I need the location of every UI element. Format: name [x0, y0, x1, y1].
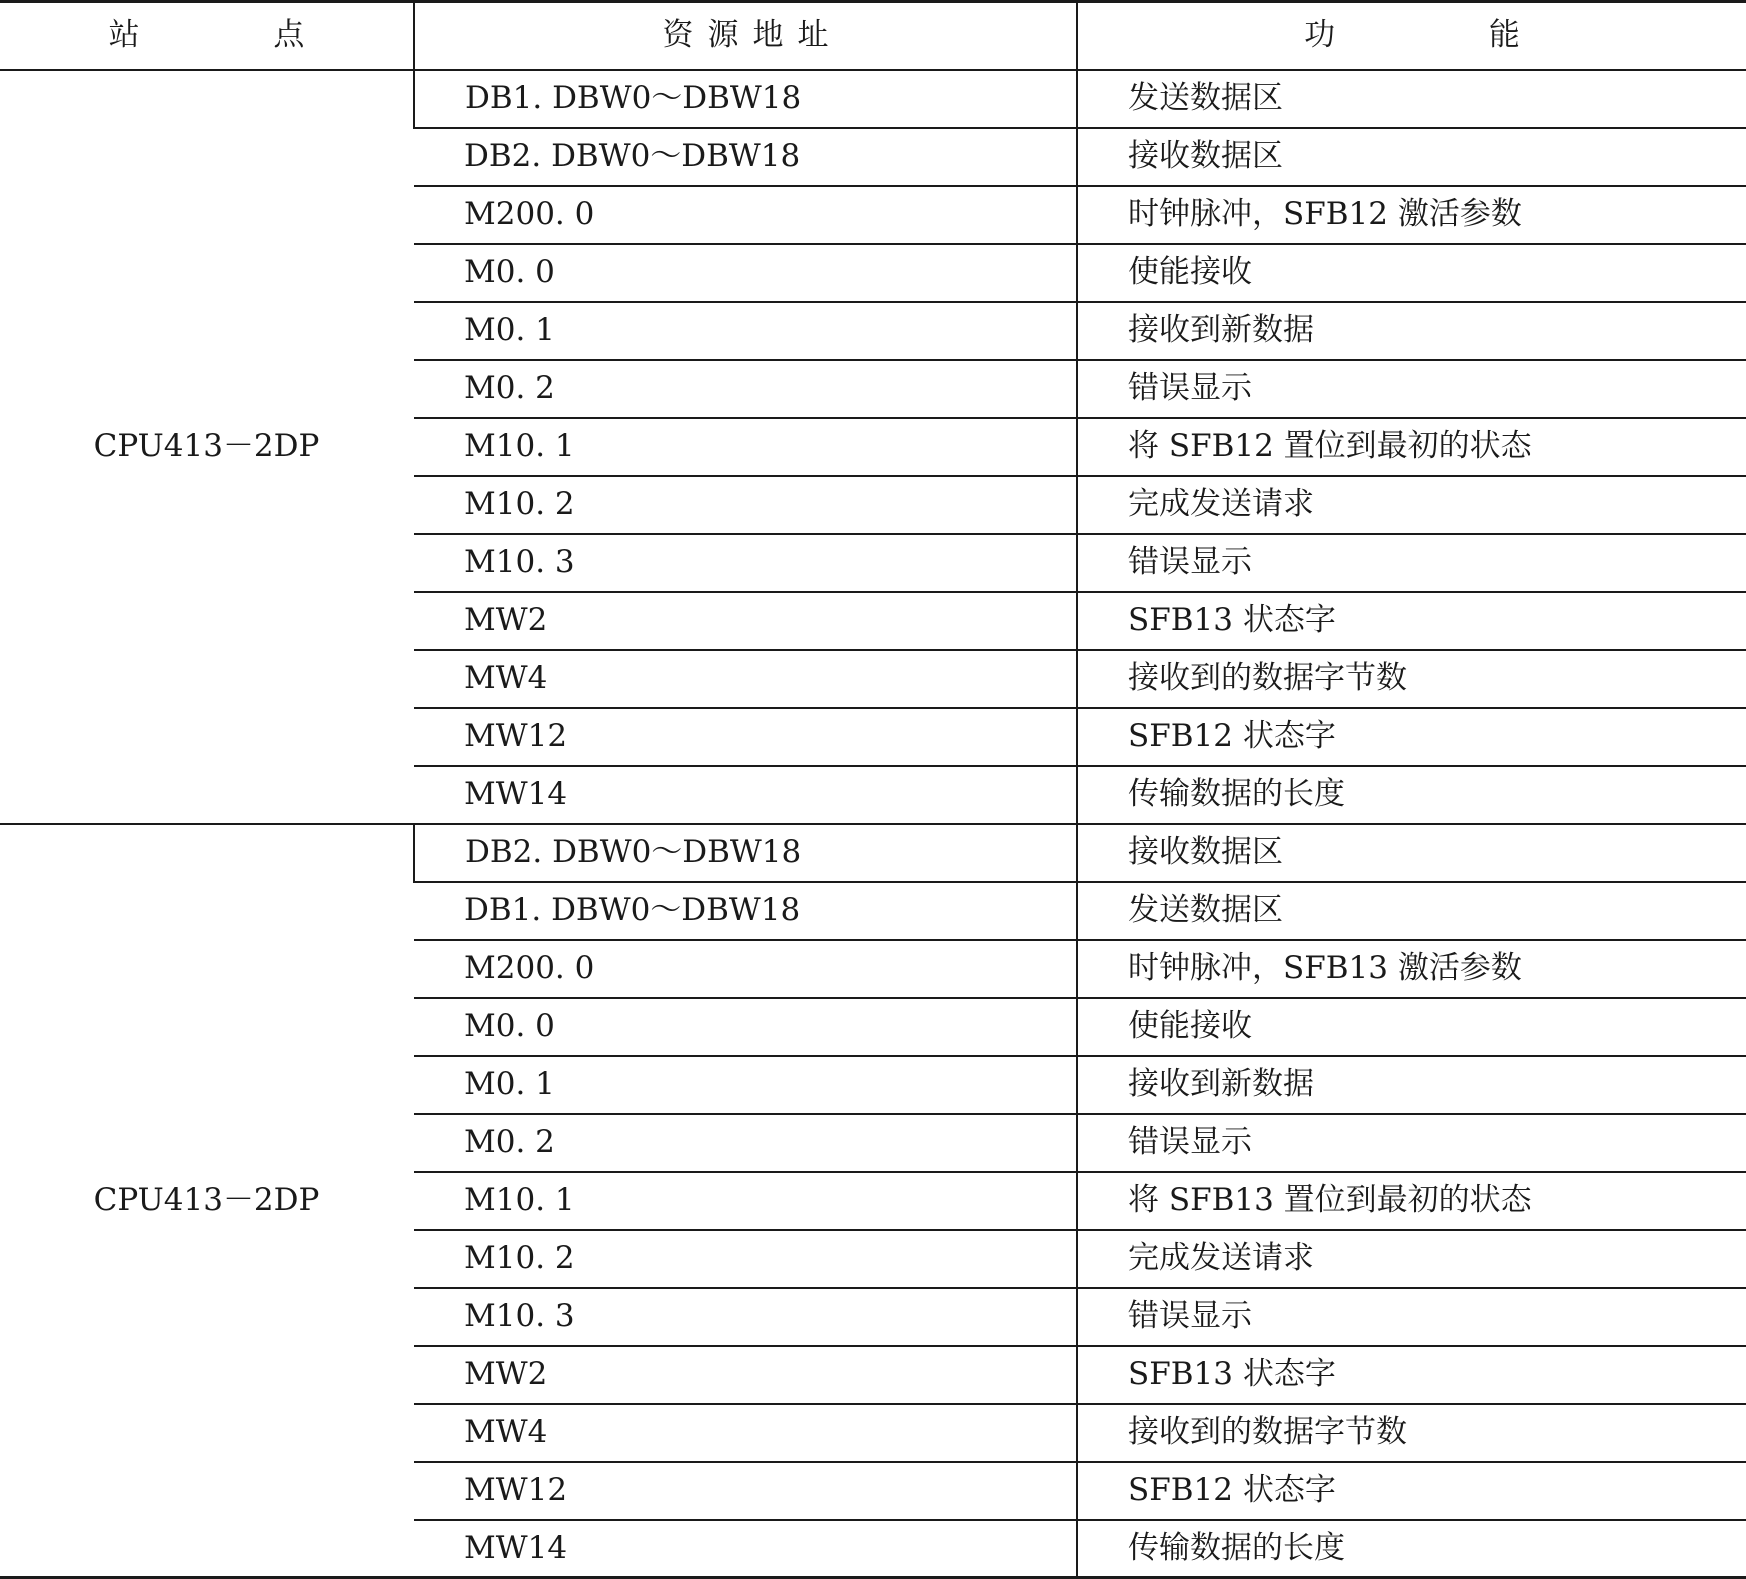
function-cell: 发送数据区 — [1077, 882, 1746, 940]
address-cell: M0. 2 — [414, 360, 1077, 418]
address-cell: MW12 — [414, 1462, 1077, 1520]
address-cell: MW14 — [414, 1520, 1077, 1578]
header-station: 站 点 — [0, 2, 414, 70]
address-cell: M200. 0 — [414, 186, 1077, 244]
table-body — [0, 70, 1746, 1578]
function-cell: 接收到的数据字节数 — [1077, 1404, 1746, 1462]
function-cell: 接收数据区 — [1077, 824, 1746, 882]
header-address: 资源地址 — [414, 2, 1077, 70]
function-cell: SFB12 状态字 — [1077, 708, 1746, 766]
address-cell: M0. 2 — [414, 1114, 1077, 1172]
table-row — [0, 70, 1746, 128]
function-cell: 完成发送请求 — [1077, 1230, 1746, 1288]
function-cell: 时钟脉冲，SFB13 激活参数 — [1077, 940, 1746, 998]
function-cell: 使能接收 — [1077, 998, 1746, 1056]
address-cell: DB2. DBW0～DBW18 — [414, 128, 1077, 186]
function-cell: SFB12 状态字 — [1077, 1462, 1746, 1520]
function-cell: SFB13 状态字 — [1077, 1346, 1746, 1404]
station-cell: CPU413－2DP — [0, 70, 414, 824]
address-cell: MW2 — [414, 592, 1077, 650]
function-cell: 接收到新数据 — [1077, 302, 1746, 360]
address-cell: M10. 2 — [414, 1230, 1077, 1288]
function-cell: 接收到的数据字节数 — [1077, 650, 1746, 708]
header-function: 功 能 — [1077, 2, 1746, 70]
function-cell: 错误显示 — [1077, 1288, 1746, 1346]
function-cell: 使能接收 — [1077, 244, 1746, 302]
function-cell: 错误显示 — [1077, 1114, 1746, 1172]
station-cell: CPU413－2DP — [0, 824, 414, 1578]
table-header — [0, 2, 1746, 70]
function-cell: 将 SFB12 置位到最初的状态 — [1077, 418, 1746, 476]
function-cell: 接收数据区 — [1077, 128, 1746, 186]
function-cell: 传输数据的长度 — [1077, 1520, 1746, 1578]
function-cell: 错误显示 — [1077, 360, 1746, 418]
address-cell: MW4 — [414, 650, 1077, 708]
address-cell: MW14 — [414, 766, 1077, 824]
address-cell: M0. 0 — [414, 998, 1077, 1056]
address-cell: DB2. DBW0～DBW18 — [414, 824, 1077, 882]
address-cell: MW2 — [414, 1346, 1077, 1404]
function-cell: 发送数据区 — [1077, 70, 1746, 128]
address-cell: M10. 2 — [414, 476, 1077, 534]
address-cell: M10. 1 — [414, 1172, 1077, 1230]
header-row — [0, 2, 1746, 70]
address-cell: M200. 0 — [414, 940, 1077, 998]
address-cell: MW4 — [414, 1404, 1077, 1462]
address-cell: DB1. DBW0～DBW18 — [414, 70, 1077, 128]
function-cell: 错误显示 — [1077, 534, 1746, 592]
function-cell: 接收到新数据 — [1077, 1056, 1746, 1114]
address-cell: M0. 1 — [414, 302, 1077, 360]
address-cell: MW12 — [414, 708, 1077, 766]
address-cell: M10. 3 — [414, 1288, 1077, 1346]
address-cell: DB1. DBW0～DBW18 — [414, 882, 1077, 940]
function-cell: 将 SFB13 置位到最初的状态 — [1077, 1172, 1746, 1230]
function-cell: 时钟脉冲，SFB12 激活参数 — [1077, 186, 1746, 244]
address-cell: M10. 3 — [414, 534, 1077, 592]
function-cell: 传输数据的长度 — [1077, 766, 1746, 824]
function-cell: SFB13 状态字 — [1077, 592, 1746, 650]
address-cell: M0. 1 — [414, 1056, 1077, 1114]
table-row — [0, 824, 1746, 882]
address-cell: M10. 1 — [414, 418, 1077, 476]
function-cell: 完成发送请求 — [1077, 476, 1746, 534]
address-cell: M0. 0 — [414, 244, 1077, 302]
